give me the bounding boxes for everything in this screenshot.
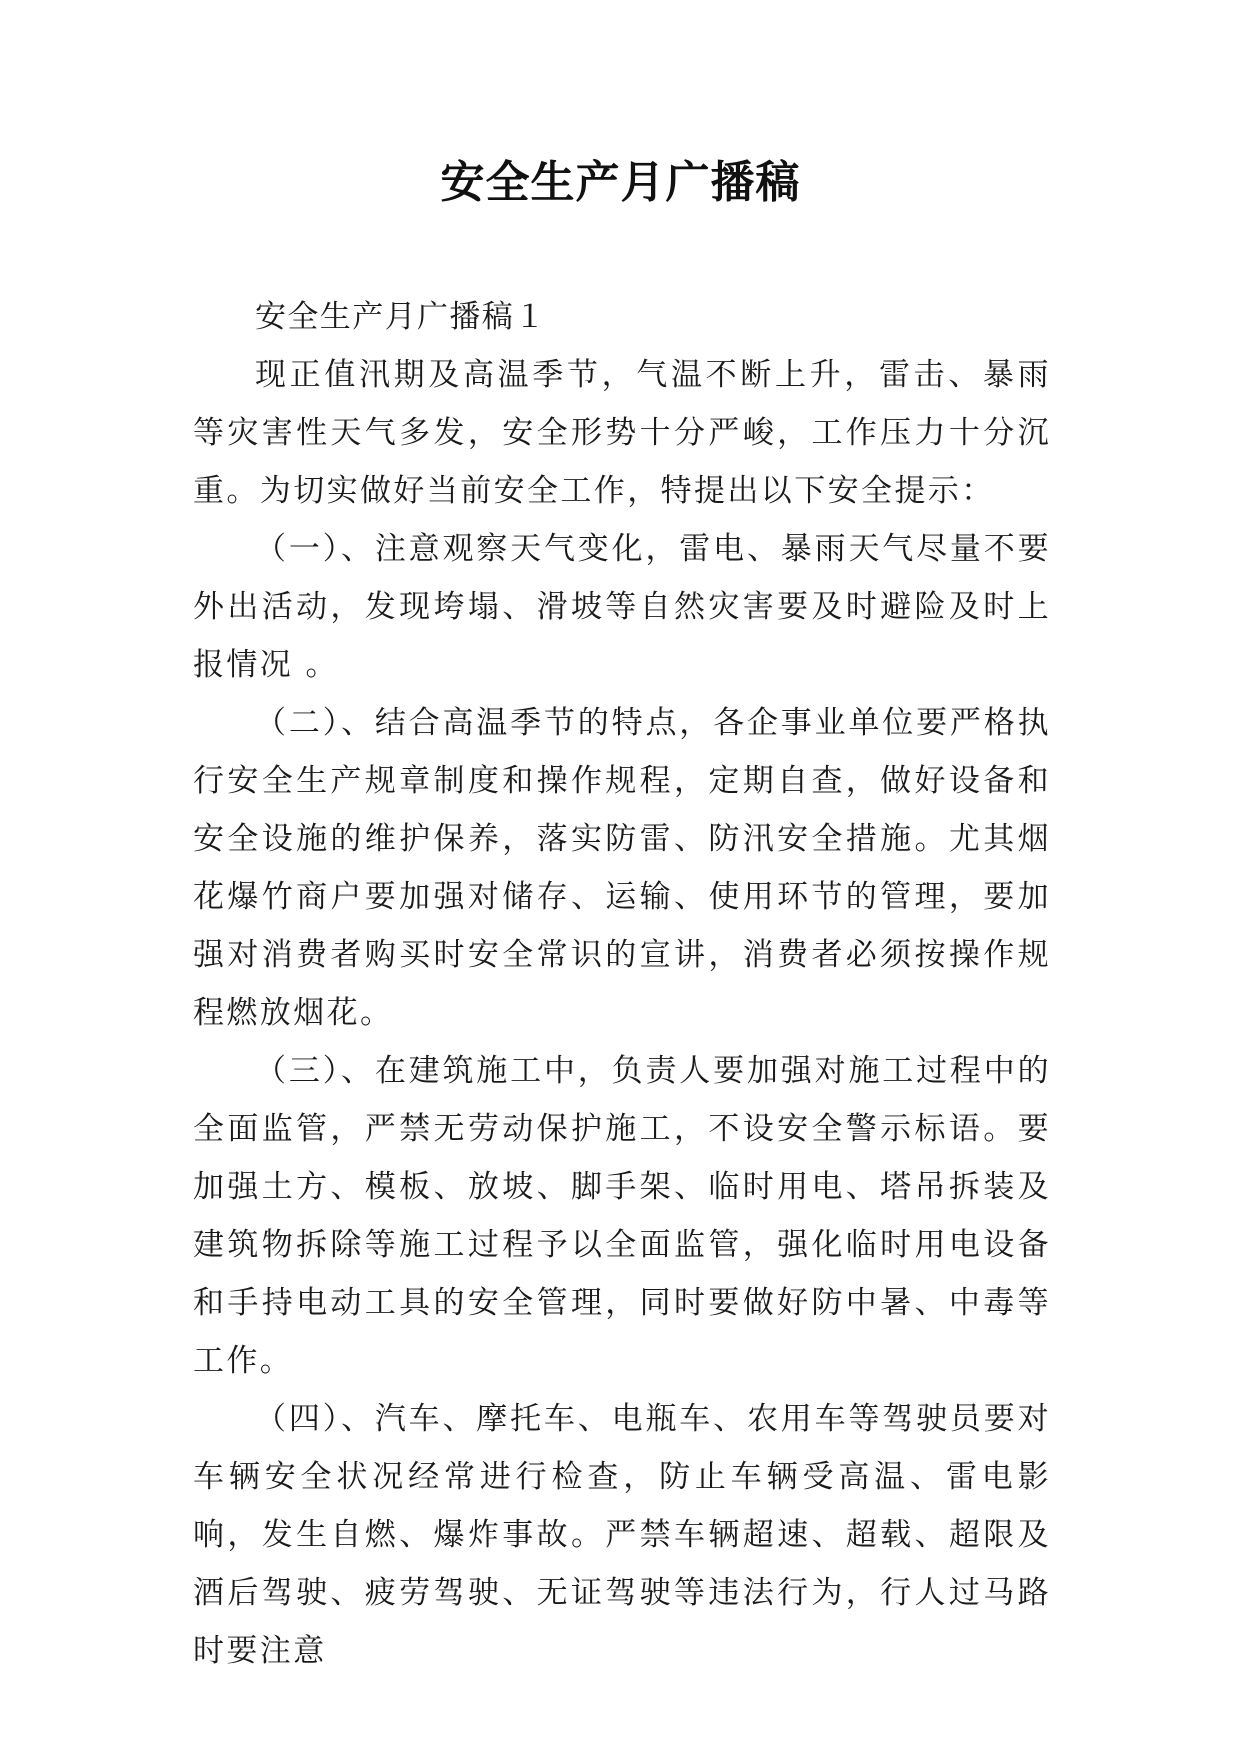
section-heading: 安全生产月广播稿１ xyxy=(255,299,547,335)
document-body xyxy=(193,288,1051,1680)
document-title: 安全生产月广播稿 xyxy=(440,157,801,208)
paragraph-item-2: （二）、结合高温季节的特点，各企事业单位要严格执行安全生产规章制度和操作规程，定期自查，做好设备和安全设施的维护保养，落实防雷、防汛安全措施。尤其烟花爆竹商户要加强对储存、运输、使用环节的管理，要加强对消费者购买时安全常识的宣讲，消费者必须按操作规程燃放烟花。 xyxy=(193,705,1051,1031)
paragraph-item-1: （一）、注意观察天气变化，雷电、暴雨天气尽量不要外出活动，发现垮塌、滑坡等自然灾害要及时避险及时上报情况 。 xyxy=(193,531,1051,683)
paragraph-item-4: （四）、汽车、摩托车、电瓶车、农用车等驾驶员要对车辆安全状况经常进行检查，防止车辆受高温、雷电影响，发生自燃、爆炸事故。严禁车辆超速、超载、超限及酒后驾驶、疲劳驾驶、无证驾驶等违法行为，行人过马路时要注意 xyxy=(193,1401,1051,1669)
paragraph-item-3: （三）、在建筑施工中，负责人要加强对施工过程中的全面监管，严禁无劳动保护施工，不设安全警示标语。要加强土方、模板、放坡、脚手架、临时用电、塔吊拆装及建筑物拆除等施工过程予以全面监管，强化临时用电设备和手持电动工具的安全管理，同时要做好防中暑、中毒等工作。 xyxy=(193,1053,1051,1379)
paragraph-intro: 现正值汛期及高温季节，气温不断上升，雷击、暴雨等灾害性天气多发，安全形势十分严峻，工作压力十分沉重。为切实做好当前安全工作，特提出以下安全提示： xyxy=(193,357,1051,509)
